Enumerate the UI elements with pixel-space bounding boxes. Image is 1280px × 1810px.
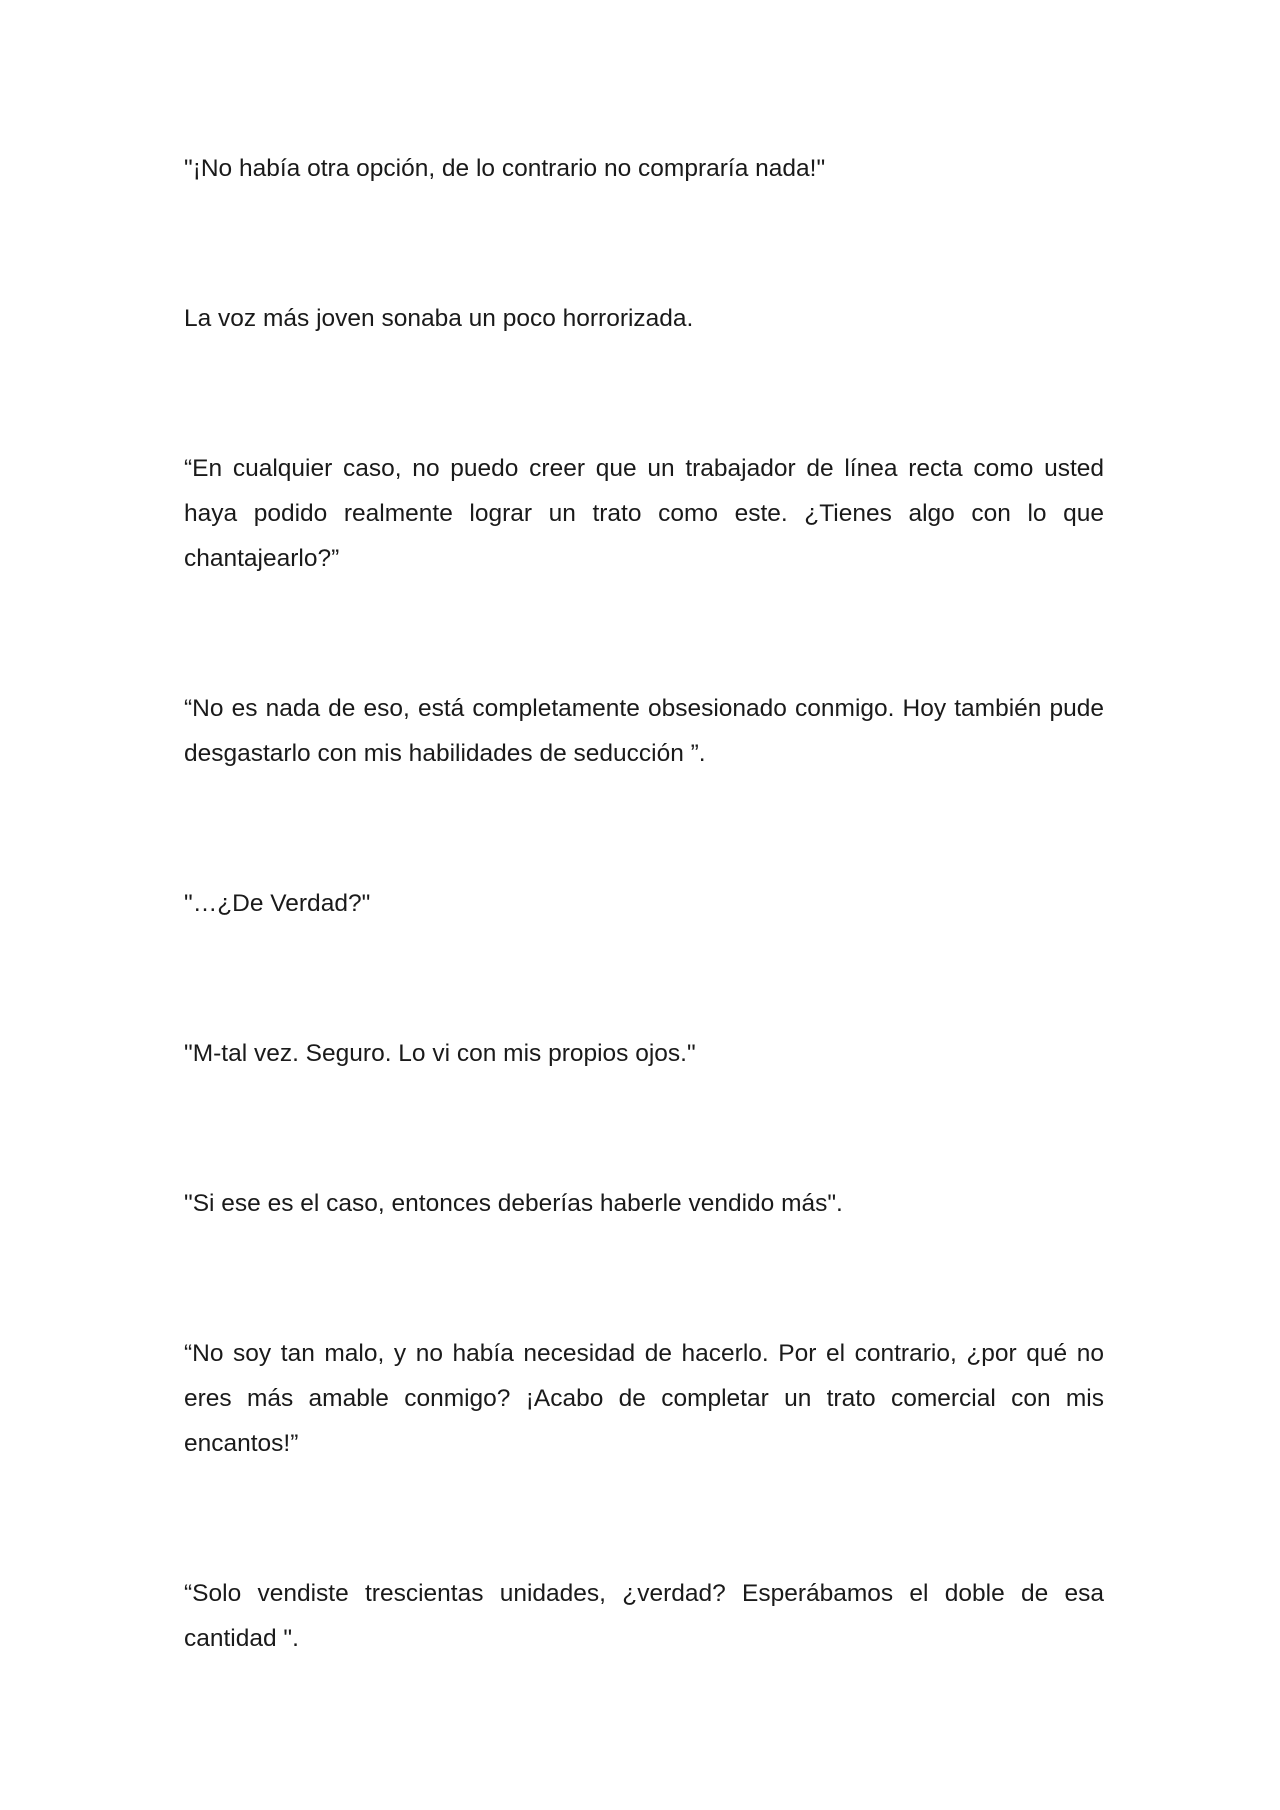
paragraph: La voz más joven sonaba un poco horrorizada. [184,305,694,332]
paragraph: "¡No había otra opción, de lo contrario no compraría nada!" [184,155,826,182]
paragraph: "M-tal vez. Seguro. Lo vi con mis propios ojos." [184,1040,696,1067]
paragraph: “En cualquier caso, no puedo creer que un trabajador de línea recta como usted haya podido realmente lograr un trato como este. ¿Tienes algo con lo que chantajearlo?” [184,455,1104,572]
paragraph: “No soy tan malo, y no había necesidad de hacerlo. Por el contrario, ¿por qué no eres más amable conmigo? ¡Acabo de completar un trato comercial con mis encantos!” [184,1340,1104,1457]
paragraph: “Solo vendiste trescientas unidades, ¿verdad? Esperábamos el doble de esa cantidad ". [184,1580,1104,1652]
paragraph: "…¿De Verdad?" [184,890,371,917]
paragraph: “No es nada de eso, está completamente obsesionado conmigo. Hoy también pude desgastarlo con mis habilidades de seducción ”. [184,695,1104,767]
paragraph: "Si ese es el caso, entonces deberías haberle vendido más". [184,1190,843,1217]
